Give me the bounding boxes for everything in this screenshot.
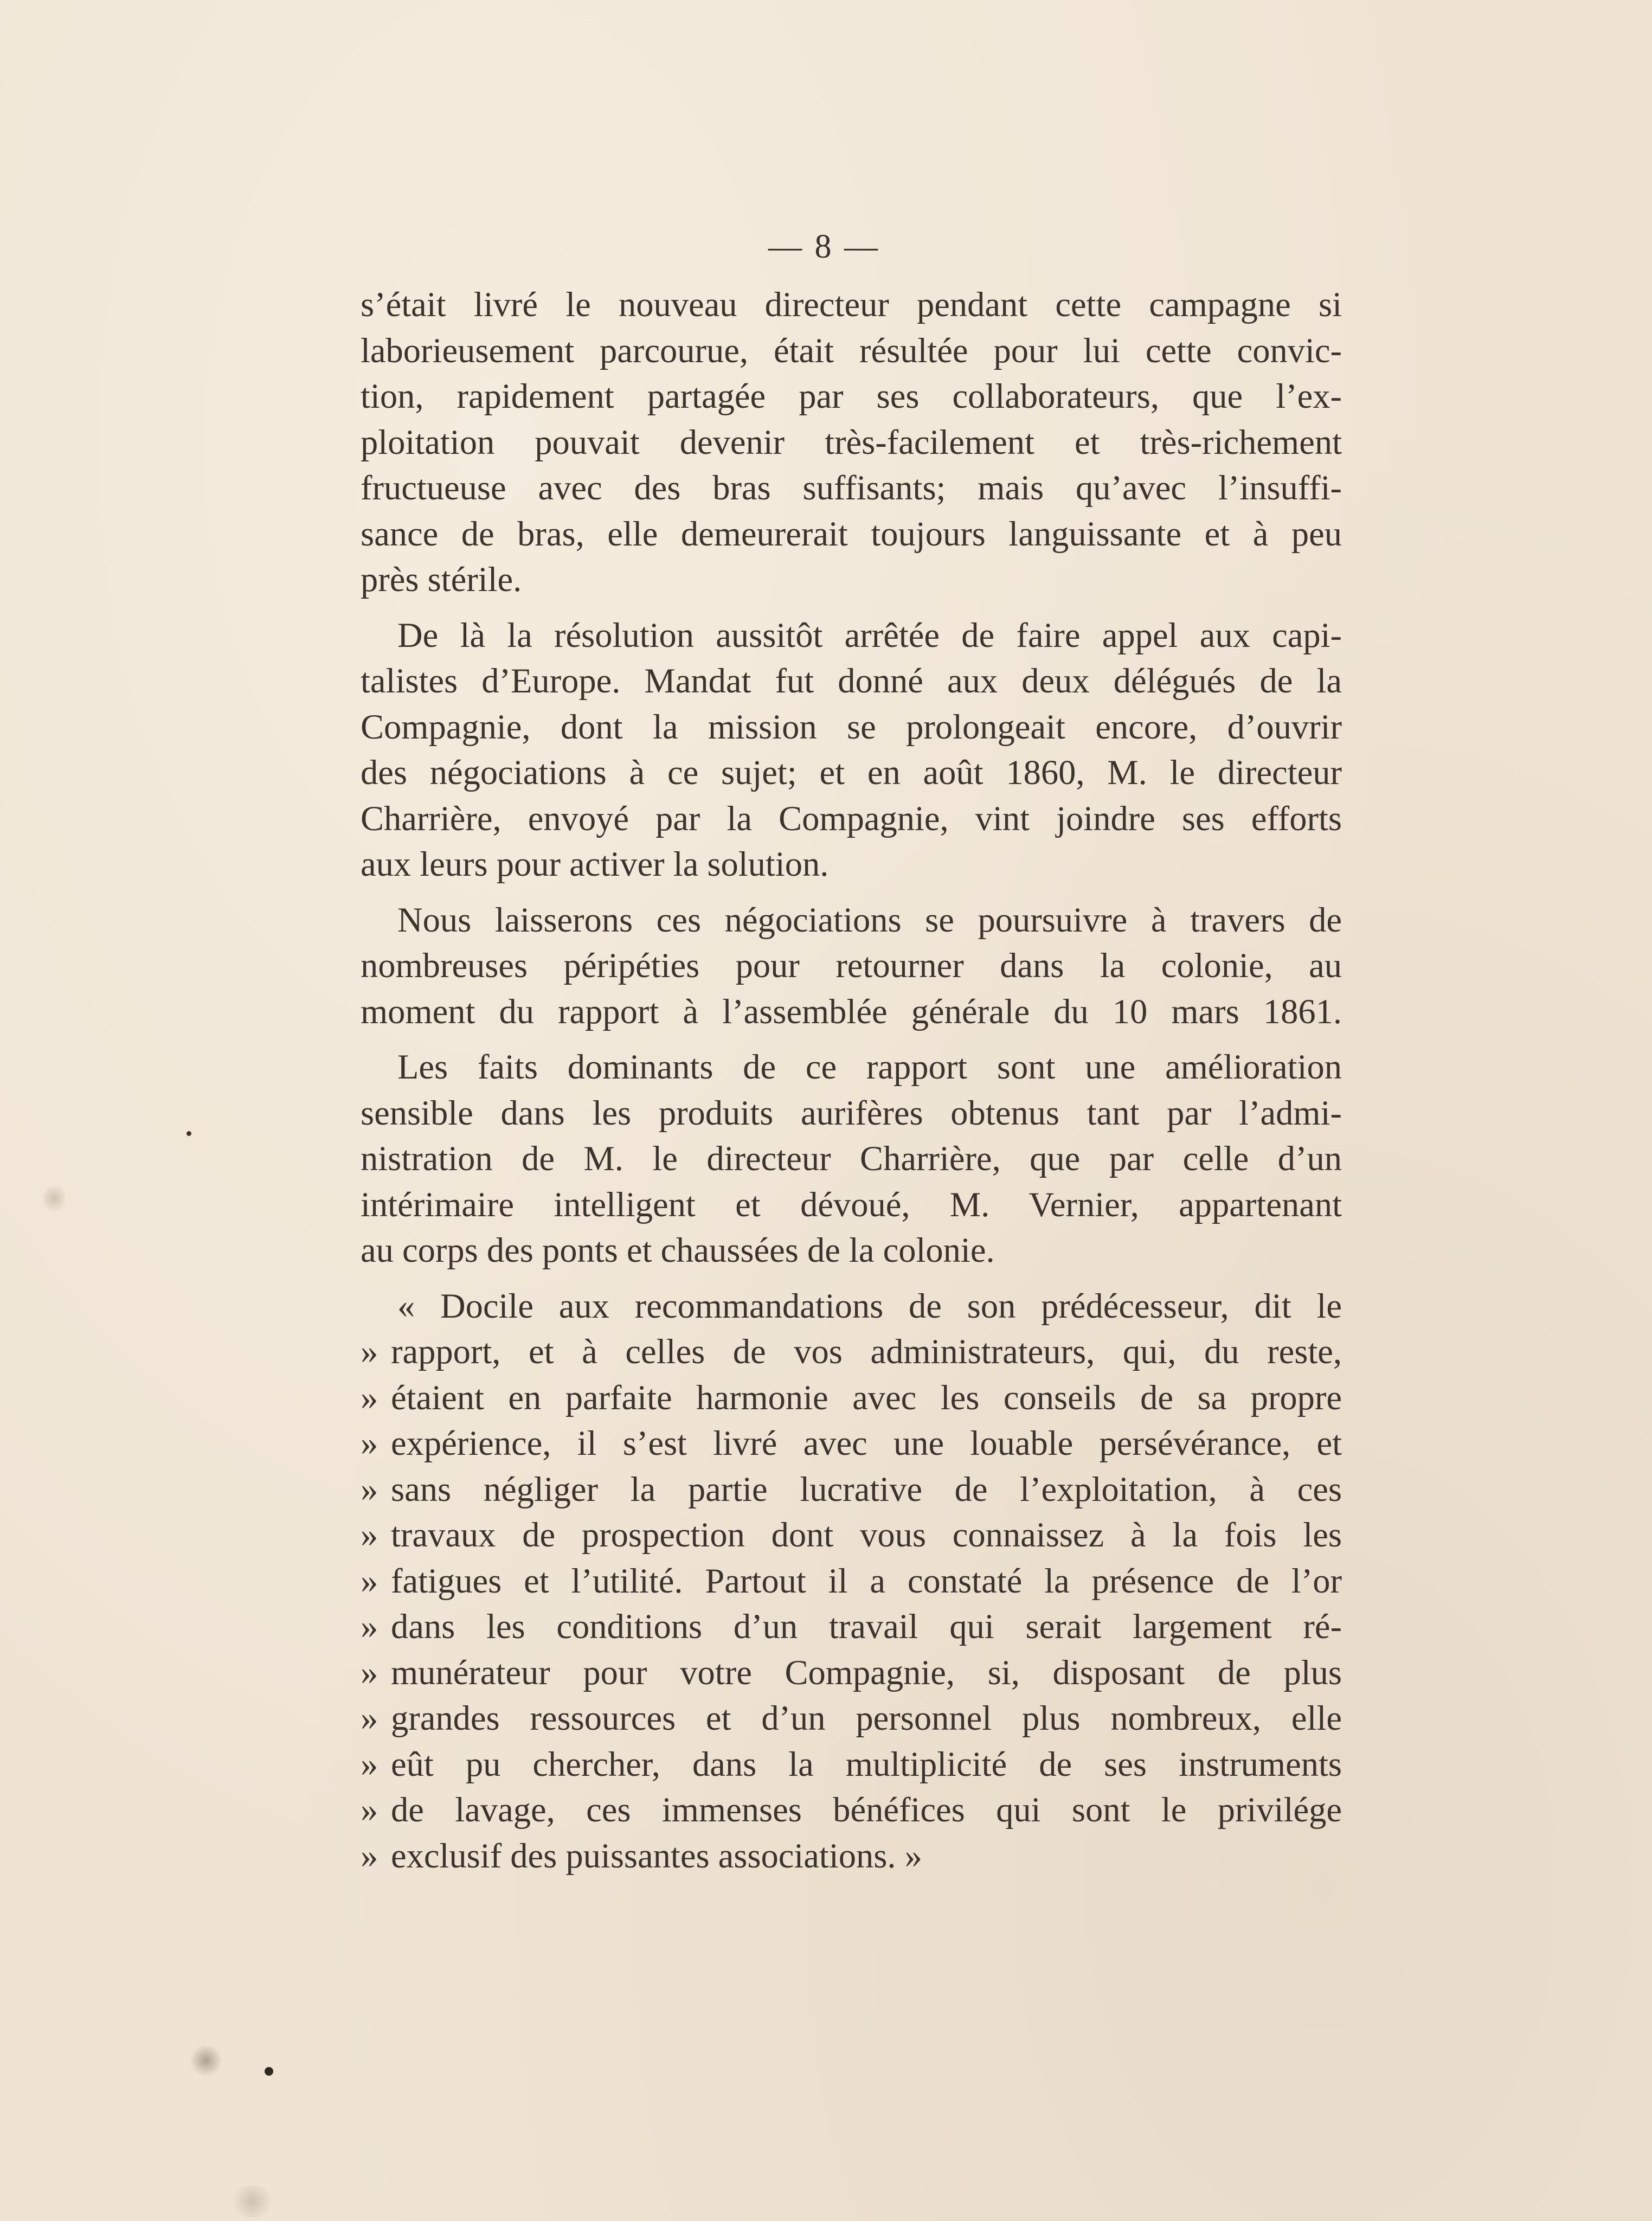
quote-mark: »	[361, 1836, 378, 1875]
paragraph	[361, 897, 1342, 1035]
quote-line	[361, 1558, 1342, 1604]
text-line: moment du rapport à l’assemblée générale du 10 mars 1861.	[361, 992, 1342, 1031]
quote-opening-line: « Docile aux recommandations de son prédécesseur, dit le	[397, 1286, 1342, 1325]
text-line: Charrière, envoyé par la Compagnie, vint joindre ses efforts	[361, 799, 1342, 838]
body-text	[361, 282, 1342, 1889]
text-line: sance de bras, elle demeurerait toujours languissante et à peu	[361, 514, 1342, 553]
quote-mark: »	[361, 1378, 378, 1417]
paragraph	[361, 613, 1342, 888]
quote-line	[361, 1467, 1342, 1513]
text-line: s’était livré le nouveau directeur pendant cette campagne si	[361, 285, 1342, 324]
text-line: tion, rapidement partagée par ses collaborateurs, que l’ex-	[361, 377, 1342, 415]
quote-text: travaux de prospection dont vous connaissez à la fois les	[391, 1516, 1342, 1554]
quote-line	[361, 1742, 1342, 1788]
text-line: De là la résolution aussitôt arrêtée de faire appel aux capi-	[397, 615, 1342, 654]
quote-line	[361, 1604, 1342, 1650]
text-line: nombreuses péripéties pour retourner dans la colonie, au	[361, 946, 1342, 985]
quote-mark: »	[361, 1332, 378, 1371]
text-line: au corps des ponts et chaussées de la colonie.	[361, 1231, 995, 1269]
foxing-spot	[190, 2044, 222, 2077]
paragraph	[361, 1044, 1342, 1274]
quote-text: eût pu chercher, dans la multiplicité de ses instruments	[391, 1744, 1342, 1783]
quote-mark: »	[361, 1607, 378, 1646]
quote-text: étaient en parfaite harmonie avec les conseils de sa propre	[391, 1378, 1342, 1417]
quote-text: exclusif des puissantes associations. »	[391, 1836, 922, 1875]
quote-text: expérience, il s’est livré avec une louable persévérance, et	[391, 1424, 1342, 1462]
text-line: Nous laisserons ces négociations se poursuivre à travers de	[397, 900, 1342, 939]
quote-text: de lavage, ces immenses bénéfices qui sont le privilége	[391, 1790, 1342, 1829]
quote-mark: »	[361, 1744, 378, 1783]
quote-text: fatigues et l’utilité. Partout il a constaté la présence de l’or	[391, 1561, 1342, 1600]
quote-line	[361, 1512, 1342, 1558]
quote-line	[361, 1375, 1342, 1421]
text-line: ploitation pouvait devenir très-facilement et très-richement	[361, 422, 1342, 461]
text-line: aux leurs pour activer la solution.	[361, 845, 829, 883]
ink-dot	[187, 1131, 191, 1136]
quote-mark: »	[361, 1469, 378, 1509]
quote-text: rapport, et à celles de vos administrateurs, qui, du reste,	[391, 1332, 1342, 1371]
quote-mark: »	[361, 1790, 378, 1829]
text-line: des négociations à ce sujet; et en août 1860, M. le directeur	[361, 753, 1342, 792]
text-line: talistes d’Europe. Mandat fut donné aux deux délégués de la	[361, 662, 1342, 700]
quote-mark: »	[361, 1516, 378, 1554]
quote-line	[361, 1833, 1342, 1879]
paragraph	[361, 282, 1342, 603]
quote-line	[361, 1650, 1342, 1696]
text-line: Les faits dominants de ce rapport sont une amélioration	[397, 1048, 1342, 1086]
ink-dot	[265, 2067, 273, 2076]
quote-text: munérateur pour votre Compagnie, si, disposant de plus	[391, 1653, 1342, 1692]
quote-line	[361, 1329, 1342, 1375]
foxing-spot	[43, 1182, 65, 1215]
quote-line	[361, 1421, 1342, 1467]
text-line: près stérile.	[361, 560, 522, 599]
text-line: fructueuse avec des bras suffisants; mais qu’avec l’insuffi-	[361, 468, 1342, 507]
quote-text: grandes ressources et d’un personnel plus nombreux, elle	[391, 1699, 1342, 1737]
text-line: nistration de M. le directeur Charrière, que par celle d’un	[361, 1139, 1342, 1178]
quote-mark: »	[361, 1653, 378, 1692]
text-line: laborieusement parcourue, était résultée pour lui cette convic-	[361, 331, 1342, 370]
quote-mark: »	[361, 1561, 378, 1600]
quote-mark: »	[361, 1424, 378, 1462]
quote-line	[361, 1787, 1342, 1833]
quote-text: dans les conditions d’un travail qui serait largement ré-	[391, 1607, 1342, 1646]
text-line: sensible dans les produits aurifères obtenus tant par l’admi-	[361, 1093, 1342, 1132]
quotation	[361, 1283, 1342, 1879]
foxing-spot	[228, 2185, 277, 2218]
quote-text: sans négliger la partie lucrative de l’exploitation, à ces	[391, 1469, 1342, 1509]
quote-line	[361, 1696, 1342, 1742]
page-number: — 8 —	[768, 228, 880, 265]
text-line: intérimaire intelligent et dévoué, M. Vernier, appartenant	[361, 1185, 1342, 1224]
text-line: Compagnie, dont la mission se prolongeait encore, d’ouvrir	[361, 707, 1342, 746]
quote-mark: »	[361, 1699, 378, 1737]
